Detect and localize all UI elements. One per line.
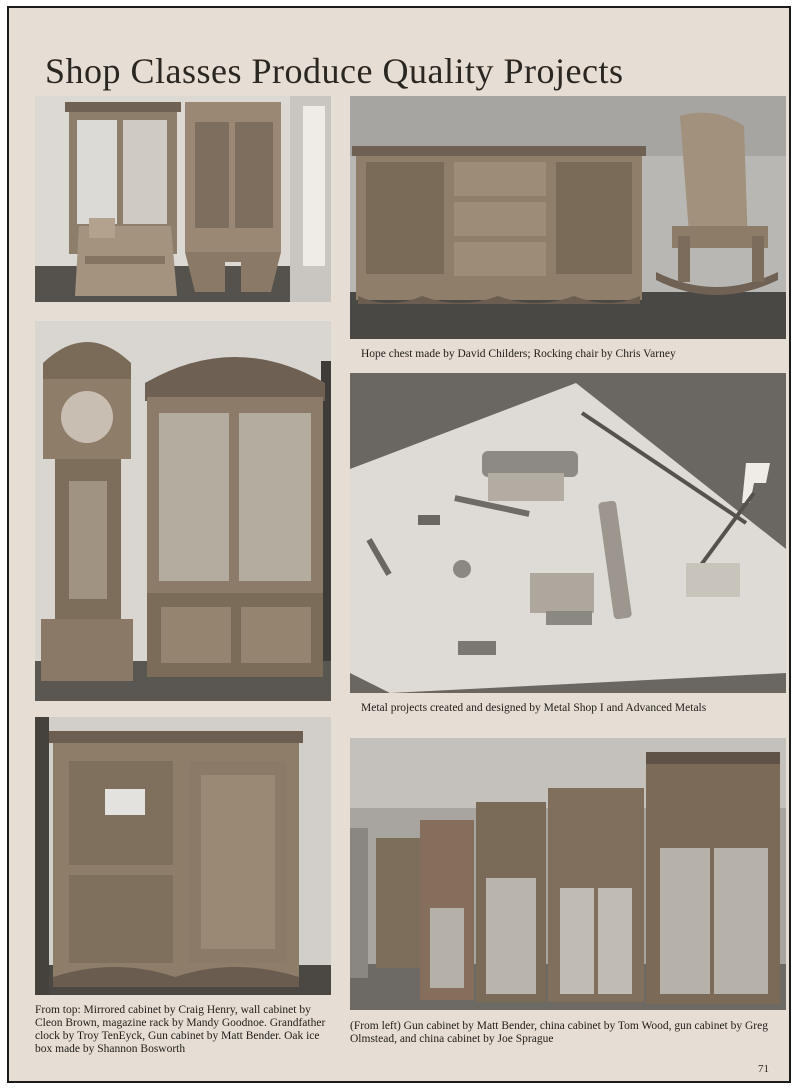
caption-hope-chest: Hope chest made by David Childers; Rocking chair by Chris Varney	[361, 348, 676, 360]
page-title: Shop Classes Produce Quality Projects	[45, 51, 624, 91]
yearbook-page	[7, 6, 791, 1083]
caption-left-column: From top: Mirrored cabinet by Craig Henry, wall cabinet by Cleon Brown, magazine rack by Mandy Goodnoe. Grandfather clock by Troy TenEyck, Gun cabinet by Matt Bender. Oak ice box made by Shannon Bosworth	[35, 1004, 326, 1055]
caption-cabinets-row: (From left) Gun cabinet by Matt Bender, china cabinet by Tom Wood, gun cabinet by Greg Olmstead, and china cabinet by Joe Sprague	[350, 1020, 768, 1045]
photo-metal-projects	[350, 373, 786, 693]
photo-cabinet-row	[350, 738, 786, 1010]
photo-mirrored-cabinet	[35, 96, 331, 302]
photo-hope-chest	[350, 96, 786, 339]
photo-ice-box	[35, 717, 331, 995]
photo-grandfather-clock	[35, 321, 331, 701]
caption-metal-projects: Metal projects created and designed by Metal Shop I and Advanced Metals	[361, 702, 707, 714]
page-number: 71	[758, 1063, 769, 1075]
